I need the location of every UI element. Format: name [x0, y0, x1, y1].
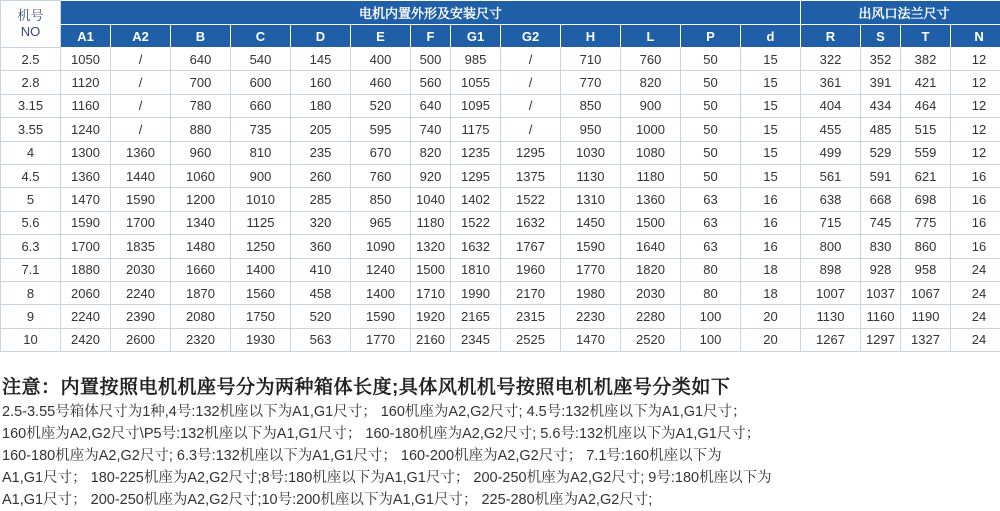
table-row	[1, 258, 1000, 281]
table-cell: 700	[171, 71, 231, 94]
table-cell: 1450	[561, 211, 621, 234]
table-cell: 2240	[61, 305, 111, 328]
table-cell: 18	[741, 281, 801, 304]
table-cell: 80	[681, 281, 741, 304]
table-cell: 320	[291, 211, 351, 234]
table-cell: 1360	[61, 164, 111, 187]
column-header: L	[621, 25, 681, 48]
column-header: R	[801, 25, 861, 48]
table-cell: 1060	[171, 164, 231, 187]
table-cell: 965	[351, 211, 411, 234]
table-cell: 1267	[801, 328, 861, 351]
machine-number-cell: 9	[1, 305, 61, 328]
table-cell: 1295	[501, 141, 561, 164]
column-header: S	[861, 25, 901, 48]
table-cell: 16	[741, 188, 801, 211]
table-cell: 16	[951, 211, 1000, 234]
table-cell: 928	[861, 258, 901, 281]
table-cell: 63	[681, 188, 741, 211]
table-cell: 2600	[111, 328, 171, 351]
table-cell: 745	[861, 211, 901, 234]
column-header: d	[741, 25, 801, 48]
note-body	[2, 401, 996, 511]
table-cell: 50	[681, 141, 741, 164]
table-cell: 180	[291, 94, 351, 117]
table-cell: 1660	[171, 258, 231, 281]
table-cell: 20	[741, 328, 801, 351]
table-cell: 63	[681, 211, 741, 234]
table-cell: 2080	[171, 305, 231, 328]
table-cell: 160	[291, 71, 351, 94]
table-cell: 15	[741, 48, 801, 71]
machine-number-cell: 5.6	[1, 211, 61, 234]
table-cell: 145	[291, 48, 351, 71]
table-row	[1, 94, 1000, 117]
table-cell: 2160	[411, 328, 451, 351]
table-cell: 400	[351, 48, 411, 71]
table-cell: 2030	[621, 281, 681, 304]
table-cell: 2390	[111, 305, 171, 328]
table-cell: 950	[561, 118, 621, 141]
note-title: 注意：内置按照电机机座号分为两种箱体长度;具体风机机号按照电机机座号分类如下	[2, 372, 730, 399]
table-cell: 100	[681, 305, 741, 328]
column-header: P	[681, 25, 741, 48]
table-cell: 500	[411, 48, 451, 71]
table-cell: 12	[951, 48, 1000, 71]
table-cell: 1960	[501, 258, 561, 281]
machine-number-cell: 6.3	[1, 235, 61, 258]
table-cell: 540	[231, 48, 291, 71]
table-cell: 1400	[231, 258, 291, 281]
table-cell: 1180	[411, 211, 451, 234]
table-cell: 1095	[451, 94, 501, 117]
table-cell: 15	[741, 164, 801, 187]
machine-number-cell: 3.55	[1, 118, 61, 141]
table-cell: /	[501, 94, 561, 117]
table-cell: 1480	[171, 235, 231, 258]
machine-number-label-en: NO	[1, 24, 60, 40]
table-row	[1, 118, 1000, 141]
table-cell: 1835	[111, 235, 171, 258]
table-cell: 1640	[621, 235, 681, 258]
machine-number-cell: 10	[1, 328, 61, 351]
table-cell: 560	[411, 71, 451, 94]
table-cell: 20	[741, 305, 801, 328]
table-cell: 1250	[231, 235, 291, 258]
table-cell: 360	[291, 235, 351, 258]
table-cell: 698	[901, 188, 951, 211]
table-cell: 1710	[411, 281, 451, 304]
table-row	[1, 328, 1000, 351]
table-cell: 2420	[61, 328, 111, 351]
table-cell: 1560	[231, 281, 291, 304]
table-cell: 16	[951, 164, 1000, 187]
table-cell: 1375	[501, 164, 561, 187]
table-cell: 1360	[111, 141, 171, 164]
machine-number-cell: 4.5	[1, 164, 61, 187]
column-header: D	[291, 25, 351, 48]
table-cell: 24	[951, 305, 1000, 328]
table-cell: 1700	[61, 235, 111, 258]
table-cell: 1767	[501, 235, 561, 258]
table-cell: 50	[681, 94, 741, 117]
table-cell: 499	[801, 141, 861, 164]
table-cell: 640	[411, 94, 451, 117]
table-cell: 670	[351, 141, 411, 164]
table-cell: 16	[741, 235, 801, 258]
table-cell: 322	[801, 48, 861, 71]
column-header: G1	[451, 25, 501, 48]
table-cell: 464	[901, 94, 951, 117]
table-cell: 352	[861, 48, 901, 71]
motor-dimensions-group-header: 电机内置外形及安装尺寸	[61, 1, 801, 25]
machine-number-cell: 2.5	[1, 48, 61, 71]
table-cell: 740	[411, 118, 451, 141]
table-cell: 820	[621, 71, 681, 94]
table-cell: 1980	[561, 281, 621, 304]
table-cell: 1240	[351, 258, 411, 281]
column-header-row	[1, 25, 1000, 48]
table-cell: 1360	[621, 188, 681, 211]
table-cell: 760	[351, 164, 411, 187]
table-cell: 382	[901, 48, 951, 71]
table-cell: 710	[561, 48, 621, 71]
machine-number-cell: 5	[1, 188, 61, 211]
table-cell: /	[501, 118, 561, 141]
table-cell: 1175	[451, 118, 501, 141]
table-cell: 515	[901, 118, 951, 141]
table-cell: 660	[231, 94, 291, 117]
table-cell: 1770	[351, 328, 411, 351]
table-cell: 12	[951, 141, 1000, 164]
table-cell: 1310	[561, 188, 621, 211]
table-cell: 285	[291, 188, 351, 211]
table-cell: 50	[681, 118, 741, 141]
table-cell: 898	[801, 258, 861, 281]
table-cell: 1770	[561, 258, 621, 281]
column-header: N	[951, 25, 1000, 48]
note-line: 160-180机座为A2,G2尺寸; 6.3号:132机座以下为A1,G1尺寸； 160-200机座为A2,G2尺寸； 7.1号:160机座以下为	[2, 445, 996, 467]
table-cell: 668	[861, 188, 901, 211]
table-cell: 559	[901, 141, 951, 164]
table-cell: 1402	[451, 188, 501, 211]
table-row	[1, 281, 1000, 304]
table-cell: 985	[451, 48, 501, 71]
table-cell: 24	[951, 258, 1000, 281]
table-cell: 2230	[561, 305, 621, 328]
table-row	[1, 305, 1000, 328]
table-cell: 1500	[621, 211, 681, 234]
table-cell: 640	[171, 48, 231, 71]
table-cell: 591	[861, 164, 901, 187]
table-cell: 735	[231, 118, 291, 141]
table-cell: 1295	[451, 164, 501, 187]
table-cell: 621	[901, 164, 951, 187]
table-cell: 235	[291, 141, 351, 164]
table-row	[1, 235, 1000, 258]
table-cell: 1750	[231, 305, 291, 328]
table-cell: 820	[411, 141, 451, 164]
table-cell: 1320	[411, 235, 451, 258]
table-cell: 1235	[451, 141, 501, 164]
table-cell: 960	[171, 141, 231, 164]
table-cell: 1930	[231, 328, 291, 351]
machine-number-cell: 8	[1, 281, 61, 304]
column-header: A2	[111, 25, 171, 48]
table-cell: 2315	[501, 305, 561, 328]
table-cell: 404	[801, 94, 861, 117]
column-header: E	[351, 25, 411, 48]
table-row	[1, 211, 1000, 234]
table-cell: 770	[561, 71, 621, 94]
table-cell: 2240	[111, 281, 171, 304]
table-cell: 1820	[621, 258, 681, 281]
table-cell: 434	[861, 94, 901, 117]
table-cell: /	[111, 71, 171, 94]
table-cell: 1125	[231, 211, 291, 234]
machine-number-header	[1, 1, 61, 48]
column-header: H	[561, 25, 621, 48]
table-cell: 715	[801, 211, 861, 234]
table-cell: 50	[681, 164, 741, 187]
table-cell: 958	[901, 258, 951, 281]
table-cell: 563	[291, 328, 351, 351]
table-cell: 2060	[61, 281, 111, 304]
table-cell: 1522	[451, 211, 501, 234]
table-cell: 205	[291, 118, 351, 141]
table-cell: 1590	[561, 235, 621, 258]
table-cell: 2030	[111, 258, 171, 281]
table-cell: 260	[291, 164, 351, 187]
table-cell: 1050	[61, 48, 111, 71]
table-cell: 760	[621, 48, 681, 71]
table-cell: 1522	[501, 188, 561, 211]
table-cell: 1080	[621, 141, 681, 164]
table-cell: 880	[171, 118, 231, 141]
table-row	[1, 164, 1000, 187]
table-cell: 1590	[61, 211, 111, 234]
table-cell: 1700	[111, 211, 171, 234]
table-cell: 50	[681, 48, 741, 71]
table-cell: 24	[951, 328, 1000, 351]
flange-dimensions-group-header: 出风口法兰尺寸	[801, 1, 1000, 25]
table-cell: 410	[291, 258, 351, 281]
table-cell: 458	[291, 281, 351, 304]
table-cell: 1120	[61, 71, 111, 94]
table-cell: 391	[861, 71, 901, 94]
table-cell: 1590	[351, 305, 411, 328]
table-cell: 18	[741, 258, 801, 281]
note-line: 2.5-3.55号箱体尺寸为1种,4号:132机座以下为A1,G1尺寸； 160机座为A2,G2尺寸; 4.5号:132机座以下为A1,G1尺寸；	[2, 401, 996, 423]
table-cell: 1160	[861, 305, 901, 328]
table-cell: 12	[951, 71, 1000, 94]
table-cell: 595	[351, 118, 411, 141]
table-cell: 15	[741, 141, 801, 164]
table-cell: 600	[231, 71, 291, 94]
table-row	[1, 141, 1000, 164]
table-cell: 1010	[231, 188, 291, 211]
machine-number-label-cn: 机号	[1, 8, 60, 24]
column-header: A1	[61, 25, 111, 48]
table-cell: 1590	[111, 188, 171, 211]
table-cell: 485	[861, 118, 901, 141]
column-header: B	[171, 25, 231, 48]
table-cell: 2520	[621, 328, 681, 351]
table-cell: 850	[561, 94, 621, 117]
table-cell: 850	[351, 188, 411, 211]
table-cell: 80	[681, 258, 741, 281]
table-cell: 1037	[861, 281, 901, 304]
table-cell: 1055	[451, 71, 501, 94]
table-cell: 1880	[61, 258, 111, 281]
note-line: A1,G1尺寸； 180-225机座为A2,G2尺寸;8号:180机座以下为A1,G1尺寸； 200-250机座为A2,G2尺寸; 9号:180机座以下为	[2, 467, 996, 489]
table-cell: 810	[231, 141, 291, 164]
machine-number-cell: 7.1	[1, 258, 61, 281]
table-cell: 1440	[111, 164, 171, 187]
table-cell: 1632	[451, 235, 501, 258]
table-cell: 529	[861, 141, 901, 164]
table-cell: 520	[351, 94, 411, 117]
table-row	[1, 188, 1000, 211]
table-row	[1, 48, 1000, 71]
table-cell: 16	[741, 211, 801, 234]
table-cell: 24	[951, 281, 1000, 304]
table-cell: 1340	[171, 211, 231, 234]
table-cell: /	[111, 94, 171, 117]
table-cell: 638	[801, 188, 861, 211]
table-cell: 12	[951, 94, 1000, 117]
table-cell: 2345	[451, 328, 501, 351]
table-cell: 1327	[901, 328, 951, 351]
table-cell: 63	[681, 235, 741, 258]
table-cell: 15	[741, 94, 801, 117]
table-cell: 800	[801, 235, 861, 258]
table-cell: 1130	[561, 164, 621, 187]
table-cell: 2525	[501, 328, 561, 351]
table-cell: 780	[171, 94, 231, 117]
table-cell: 1810	[451, 258, 501, 281]
table-cell: 1300	[61, 141, 111, 164]
table-cell: 900	[621, 94, 681, 117]
column-header: C	[231, 25, 291, 48]
table-cell: 1920	[411, 305, 451, 328]
table-row	[1, 71, 1000, 94]
table-cell: 455	[801, 118, 861, 141]
table-cell: 2320	[171, 328, 231, 351]
table-body	[1, 48, 1000, 352]
table-cell: 561	[801, 164, 861, 187]
table-cell: 1180	[621, 164, 681, 187]
table-cell: 1500	[411, 258, 451, 281]
table-cell: 2165	[451, 305, 501, 328]
table-cell: 16	[951, 235, 1000, 258]
table-cell: 1297	[861, 328, 901, 351]
table-cell: 16	[951, 188, 1000, 211]
table-cell: 50	[681, 71, 741, 94]
table-cell: 1030	[561, 141, 621, 164]
table-cell: 1007	[801, 281, 861, 304]
note-line: A1,G1尺寸； 200-250机座为A2,G2尺寸;10号:200机座以下为A1,G1尺寸； 225-280机座为A2,G2尺寸;	[2, 489, 996, 511]
table-cell: 15	[741, 118, 801, 141]
table-cell: 1200	[171, 188, 231, 211]
table-cell: 2280	[621, 305, 681, 328]
column-header: T	[901, 25, 951, 48]
column-header: F	[411, 25, 451, 48]
table-cell: 1067	[901, 281, 951, 304]
table-cell: /	[111, 48, 171, 71]
table-cell: 900	[231, 164, 291, 187]
table-cell: 460	[351, 71, 411, 94]
table-cell: /	[501, 48, 561, 71]
table-cell: 100	[681, 328, 741, 351]
table-cell: 421	[901, 71, 951, 94]
table-cell: 1040	[411, 188, 451, 211]
table-cell: 520	[291, 305, 351, 328]
table-cell: 1000	[621, 118, 681, 141]
table-cell: 1090	[351, 235, 411, 258]
table-cell: 1400	[351, 281, 411, 304]
column-header: G2	[501, 25, 561, 48]
note-line: 160机座为A2,G2尺寸\P5号:132机座以下为A1,G1尺寸； 160-180机座为A2,G2尺寸; 5.6号:132机座以下为A1,G1尺寸；	[2, 423, 996, 445]
table-cell: 361	[801, 71, 861, 94]
table-cell: 1990	[451, 281, 501, 304]
table-cell: 1240	[61, 118, 111, 141]
table-cell: 860	[901, 235, 951, 258]
table-cell: 1160	[61, 94, 111, 117]
table-cell: 1470	[61, 188, 111, 211]
table-cell: /	[501, 71, 561, 94]
table-cell: 1870	[171, 281, 231, 304]
machine-number-cell: 4	[1, 141, 61, 164]
table-cell: 12	[951, 118, 1000, 141]
table-cell: 775	[901, 211, 951, 234]
table-cell: 1190	[901, 305, 951, 328]
table-cell: 830	[861, 235, 901, 258]
machine-number-cell: 2.8	[1, 71, 61, 94]
table-cell: 1130	[801, 305, 861, 328]
table-cell: /	[111, 118, 171, 141]
table-cell: 2170	[501, 281, 561, 304]
table-cell: 920	[411, 164, 451, 187]
machine-number-cell: 3.15	[1, 94, 61, 117]
table-cell: 1632	[501, 211, 561, 234]
table-cell: 1470	[561, 328, 621, 351]
table-cell: 15	[741, 71, 801, 94]
